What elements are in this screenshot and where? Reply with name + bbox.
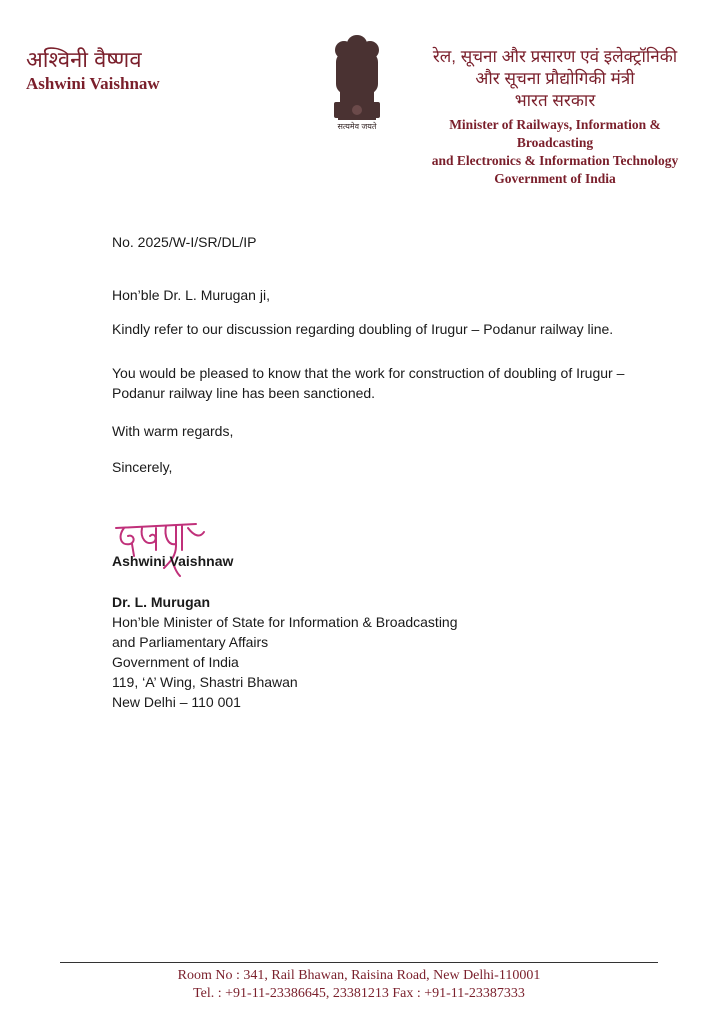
recipient-address-line: Hon’ble Minister of State for Information & Broadcasting: [112, 614, 458, 630]
ministry-hindi-line: रेल, सूचना और प्रसारण एवं इलेक्ट्रॉनिकी: [432, 47, 678, 66]
letter-paragraph: Kindly refer to our discussion regarding doubling of Irugur – Podanur railway line.: [112, 321, 614, 337]
closing-regards: With warm regards,: [112, 423, 234, 439]
sender-name-hindi: अश्विनी वैष्णव: [26, 47, 142, 72]
recipient-address-line: New Delhi – 110 001: [112, 694, 241, 710]
footer-contact: Tel. : +91-11-23386645, 23381213 Fax : +91-11-23387333: [193, 986, 525, 1001]
footer: [60, 967, 658, 1003]
ministry-hindi-line: और सूचना प्रौद्योगिकी मंत्री: [475, 69, 635, 88]
recipient-address-line: 119, ‘A’ Wing, Shastri Bhawan: [112, 674, 298, 690]
signatory-name: Ashwini Vaishnaw: [112, 553, 234, 569]
salutation: Hon’ble Dr. L. Murugan ji,: [112, 287, 270, 303]
footer-divider: [60, 962, 658, 963]
recipient-address: [112, 592, 458, 712]
emblem-motto: सत्यमेव जयते: [337, 122, 377, 131]
letter-paragraph: You would be pleased to know that the work for construction of doubling of Irugur – Podanur railway line has been sanctioned.: [112, 365, 625, 401]
closing-sincerely: Sincerely,: [112, 459, 173, 475]
footer-address: Room No : 341, Rail Bhawan, Raisina Road, New Delhi-110001: [177, 968, 541, 983]
sender-name-english: Ashwini Vaishnaw: [26, 74, 160, 93]
reference-number: No. 2025/W-I/SR/DL/IP: [112, 234, 257, 250]
recipient-address-line: and Parliamentary Affairs: [112, 634, 269, 650]
recipient-name: Dr. L. Murugan: [112, 594, 210, 610]
ministry-hindi-line: भारत सरकार: [514, 91, 596, 110]
ministry-block: [410, 46, 700, 188]
recipient-address-line: Government of India: [112, 654, 239, 670]
ministry-english-line: Minister of Railways, Information & Broadcasting: [449, 117, 661, 150]
ministry-english-line: Government of India: [494, 171, 616, 186]
ministry-english-line: and Electronics & Information Technology: [431, 153, 679, 168]
